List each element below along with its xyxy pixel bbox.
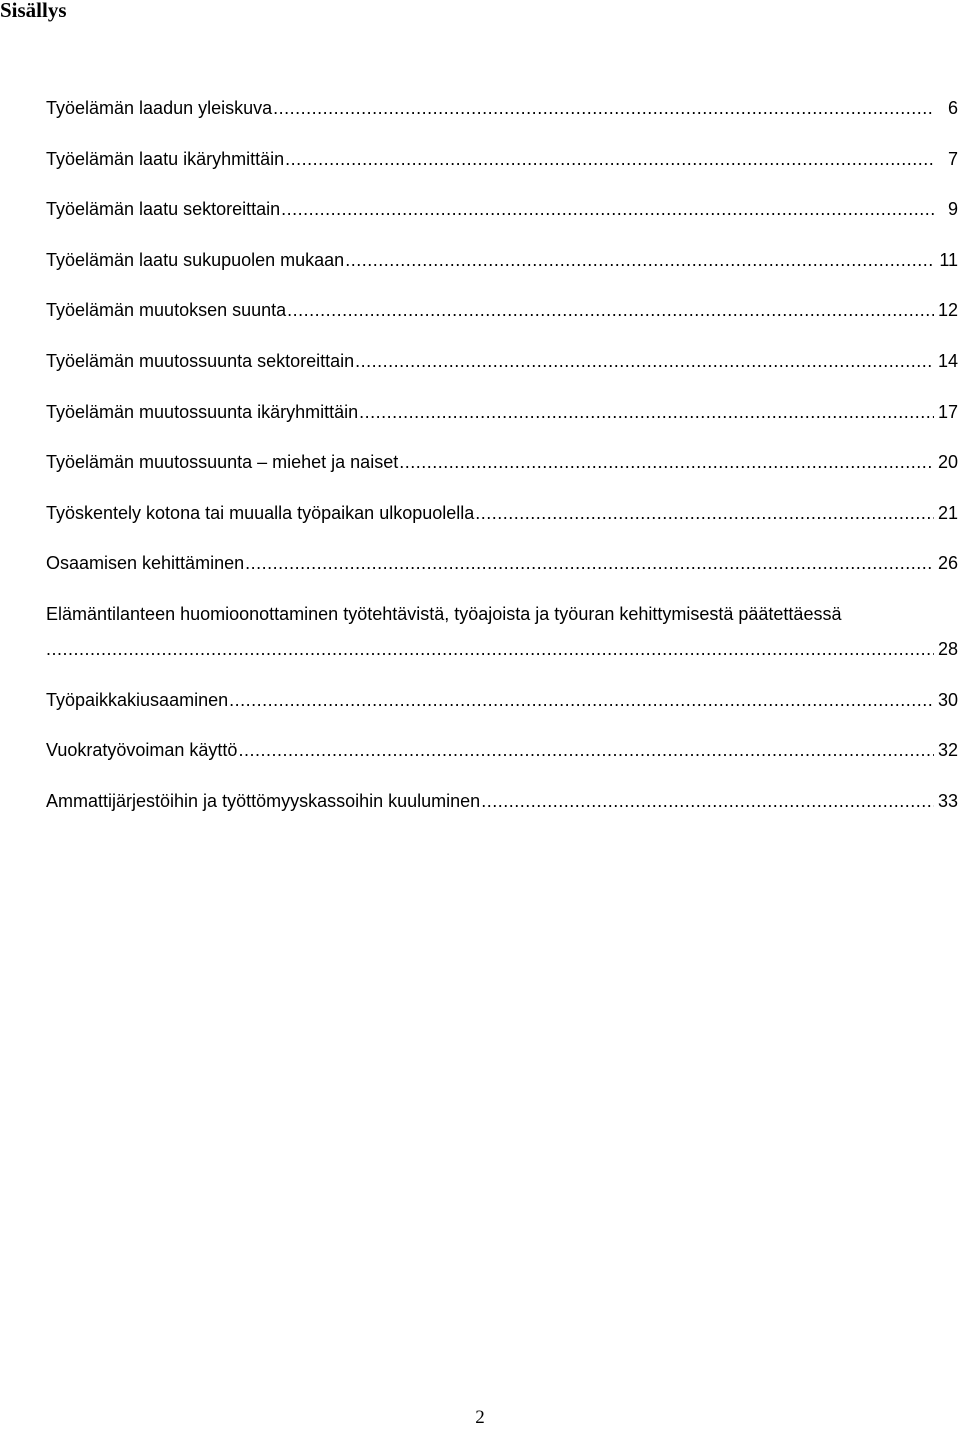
toc-entry[interactable] [46,788,958,814]
toc-entry-page: 32 [937,740,958,761]
toc-entry-title: Ammattijärjestöihin ja työttömyyskassoihin kuuluminen [46,790,481,811]
toc-entry[interactable] [46,399,958,425]
toc-entry[interactable] [46,297,958,323]
toc-entry-title: Työelämän muutossuunta sektoreittain [46,350,355,371]
toc-entry-page: 9 [947,199,958,220]
toc-entry-title: Työelämän laadun yleiskuva [46,98,273,118]
toc-entry-title: Osaamisen kehittäminen [46,553,245,574]
toc-entry-title: Työelämän muutoksen suunta [46,300,287,321]
toc-entry-page: 7 [947,148,958,169]
toc-dot-leader [46,636,934,662]
toc-entry[interactable] [46,146,958,172]
toc-entry-title: Työelämän laatu ikäryhmittäin [46,148,285,169]
toc-entry-title: Vuokratyövoiman käyttö [46,740,238,761]
toc-entry[interactable] [46,348,958,374]
toc-entry-page: 28 [937,638,958,659]
toc-dot-leader [229,687,934,713]
toc-dot-leader [399,449,934,475]
toc-entry-title: Työskentely kotona tai muualla työpaikan ulkopuolella [46,502,475,523]
toc-entry[interactable] [46,247,958,273]
toc-entry-continuation [46,636,958,662]
toc-dot-leader [273,95,934,121]
toc-entry[interactable] [46,449,958,475]
toc-dot-leader [345,247,934,273]
toc-entry[interactable] [46,601,958,662]
toc-dot-leader [245,550,934,576]
toc-entry-page: 30 [937,689,958,710]
toc-entry[interactable] [46,737,958,763]
toc-entry[interactable] [46,550,958,576]
toc-dot-leader [481,788,934,814]
table-of-contents [46,95,958,838]
toc-entry[interactable] [46,500,958,526]
toc-dot-leader [475,500,934,526]
toc-heading: Sisällys [0,0,67,22]
toc-entry-title: Työelämän laatu sukupuolen mukaan [46,249,345,270]
toc-entry-title: Työelämän muutossuunta ikäryhmittäin [46,401,359,422]
toc-entry[interactable] [46,95,958,121]
toc-entry-title: Työelämän laatu sektoreittain [46,199,281,220]
toc-entry-page: 33 [937,790,958,811]
toc-entry-page: 17 [937,401,958,422]
toc-dot-leader [238,737,934,763]
toc-dot-leader [287,297,934,323]
toc-entry-page: 14 [937,350,958,371]
toc-entry-page: 26 [937,553,958,574]
toc-entry[interactable] [46,687,958,713]
toc-entry-title: Työpaikkakiusaaminen [46,689,229,710]
toc-dot-leader [281,196,934,222]
toc-entry-title: Elämäntilanteen huomioonottaminen työtehtävistä, työajoista ja työuran kehittymisestä päätettäessä [46,603,842,624]
toc-dot-leader [355,348,934,374]
toc-entry[interactable] [46,196,958,222]
toc-dot-leader [359,399,934,425]
toc-entry-title: Työelämän muutossuunta – miehet ja naiset [46,452,399,473]
toc-entry-page: 6 [947,98,958,118]
toc-dot-leader [285,146,934,172]
toc-entry-page: 12 [937,300,958,321]
toc-entry-page: 21 [937,502,958,523]
page-number: 2 [475,1407,485,1428]
toc-entry-page: 11 [939,249,958,270]
toc-entry-page: 20 [937,452,958,473]
